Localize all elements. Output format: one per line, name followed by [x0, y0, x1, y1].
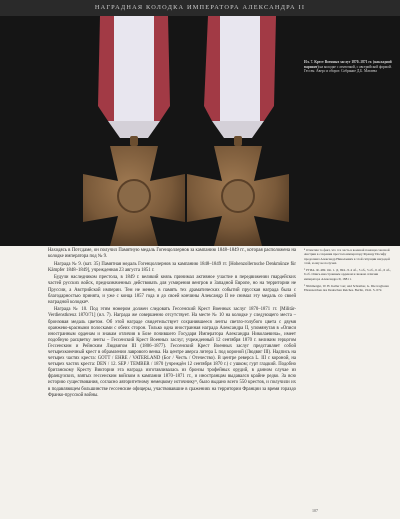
medal-illustration — [0, 16, 400, 246]
paragraph: Награда № 10. Под этим номером должен следовать Гессенский Крест Военных заслуг 1870–1871 гг. [Militär-Verdienstkreuz 1870/71] (ил. 7). Награда же совершенно отсутствует. На месте № 10 на колодке у следующего места – бронзовая медаль цветом. Об этой награде свидетельствует сохранившееся ленты светло-голубого цвета с двумя оранжево-красными полосками с обеих сторон. Только одна иностранная награда Александра II, упомянутая в «Описи иностранным орденам и знакам отличия в Бозе почившего Государя Императора Александра Николаевича», имеет подобную расцветку ленты – Гессенский Крест Военных заслуг, учрежденный 12 сентября 1870 г. великим герцогом Гессенским и Рейнским Людвигом III (1806–1877). Гессенский Крест Военных заслуг представляет собой четырехконечный крест в обрамлении лаврового венка. На центре аверса литера L под короной (Людвиг III). Надпись на четырех частях креста: GOTT / EHRE / VATERLAND (Бог / Честь / Отечество). В центре реверса L. III с короной, на четырех частях креста: DEN / 12. SEP / TEMBER / 1870 (учреждён 12 сентября 1870 г.) с ушком; гурт гладкий. Подобно британскому Кресту Виктории эта награда изготавливалась из бронзы трофейных орудий, в данном случае из французских, взятых гессенским войском в кампании 1870–1871 гг., и иностранцам выдавался крайне редко. За всю историю существования, согласно авторитетному немецкому источнику⁹, было выдано всего 550 крестов, и получили их в подавляющем большинстве гессенские офицеры, участвовавшие в сражениях на территории Франции за время гораздо Франко-прусской войны. — [48, 307, 296, 398]
paragraph: Находясь в Потсдаме, он получил Памятную медаль Гогенцоллернов за кампанию 1848–1849 гг., которая расположена на колодке императора под № 9. — [48, 248, 296, 260]
running-header: НАГРАДНАЯ КОЛОДКА ИМПЕРАТОРА АЛЕКСАНДРА II — [0, 0, 400, 16]
caption-title: Ил. 7. Крест Военных заслуг 1870–1871 гг. (накладной вариант) — [304, 60, 392, 69]
caption-text: на колодке с ленточкой, с австрийской формой. Гессен. Аверс и оборот. Собрание Д.Б. Матаева — [304, 64, 392, 74]
main-text — [48, 248, 296, 400]
paragraph: Награда № 9. (кат. 35) Памятная медаль Гогенцоллернов за кампанию 1848–1849 гг. [Hohenzollernsche Denkmünze für Kämpfer 1848–1849], учрежденная 23 августа 1851 г. — [48, 261, 296, 273]
footnote: ⁹ РГИА. Ф. 469. Оп. 1. Д. 694. Л. 4 об., 5 об., 5 об., 6 об., 6 об., 6 об. Опись иностранным орденам и знакам отличия императора Александра II, 1881 г. — [304, 268, 391, 281]
footnotes — [304, 248, 392, 296]
paragraph: Будучи наследником престола, в 1849 г. великий князь принимал активное участие в передвижении гвардейских частей русских войск, предназначенных действовать для усмирения венгров и Западной Европе, но на территории не Пруссии, а Австрийской империи. Тем не менее, в память тех драматических событий прусская награда была с благодарностью принята, и уже с конца 1857 года и до своей кончины Александр II не снимал эту медаль со своей наградной колодки⁸. — [48, 275, 296, 305]
medal-photo — [0, 16, 400, 246]
footnote: ⁸ Отметим то факт, что эта часть в военной помощи союзной Австрии в сохранив престола императору Францу Иосифу продолжил Александр Николаевич в этой ситуации наградой этой, и ему не получил. — [304, 248, 390, 265]
footnote: ⁹ Nimmergut, W. H. Keller von; und Schreiber, G. Die tragbaren Ehrenzeichen des Deutschen Reiches. Berlin, 1941. S. 672. — [304, 284, 389, 293]
page-number: 107 — [312, 508, 318, 513]
figure-caption — [304, 60, 396, 74]
